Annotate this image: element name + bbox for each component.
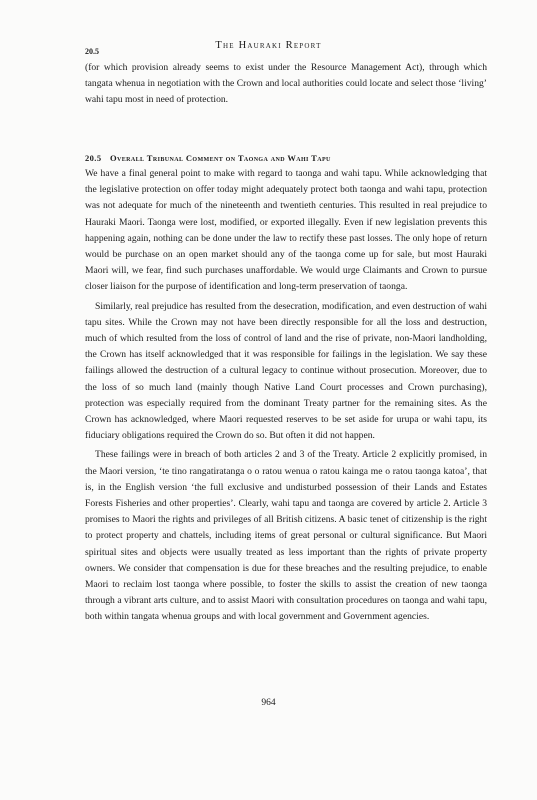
paragraph: Similarly, real prejudice has resulted from the desecration, modification, and even destruction of wahi tapu sites. While the Crown may not have been directly responsible for all the loss and destruction, much of which resulted from the loss of control of land and the rise of private, non-Maori landholding, the Crown has itself acknowledged that it was responsible for failings in the legislation. We say these failings allowed the destruction of a cultural legacy to continue without prosecution. Moreover, due to the loss of so much land (mainly though Native Land Court processes and Crown purchasing), protection was especially required from the dominant Treaty partner for the remaining sites. As the Crown has acknowledged, where Maori requested reserves to be set aside for urupa or wahi tapu, its fiduciary obligations required the Crown do so. But often it did not happen. xyxy=(85,300,487,442)
running-head: The Hauraki Report xyxy=(215,40,322,51)
intro-text xyxy=(85,60,487,109)
section-heading-title: Overall Tribunal Comment on Taonga and Wahi Tapu xyxy=(110,153,331,163)
section-heading xyxy=(85,153,487,163)
running-section-number: 20.5 xyxy=(85,47,99,56)
section-body xyxy=(85,166,487,626)
intro-paragraph: (for which provision already seems to exist under the Resource Management Act), through which tangata whenua in negotiation with the Crown and local authorities could locate and select those ‘living’ wahi tapu most in need of protection. xyxy=(85,62,487,106)
paragraph: These failings were in breach of both articles 2 and 3 of the Treaty. Article 2 explicitly promised, in the Maori version, ‘te tino rangatiratanga o o ratou wenua o ratou kainga me o ratou taonga katoa’, that is, in the English version ‘the full exclusive and undisturbed possession of their Lands and Estates Forests Fisheries and other properties’. Clearly, wahi tapu and taonga are covered by article 2. Article 3 promises to Maori the rights and privileges of all British citizens. A basic tenet of citizenship is the right to protect property and chattels, including items of great personal or cultural significance. But Maori spiritual sites and objects were usually treated as less important than the rights of private property owners. We consider that compensation is due for these breaches and the resulting prejudice, to enable Maori to reclaim lost taonga where possible, to foster the skills to assist the creation of new taonga through a vibrant arts culture, and to assist Maori with consultation procedures on taonga and wahi tapu, both within tangata whenua groups and with local government and Government agencies. xyxy=(85,449,487,623)
paragraph: We have a final general point to make with regard to taonga and wahi tapu. While acknowledging that the legislative protection on offer today might adequately protect both taonga and wahi tapu, protection was not adequate for much of the nineteenth and twentieth centuries. This resulted in real prejudice to Hauraki Maori. Taonga were lost, modified, or exported illegally. Even if new legislation prevents this happening again, nothing can be done under the law to rectify these past losses. The only hope of return would be purchase on an open market should any of the taonga come up for sale, but most Hauraki Maori will, we fear, find such purchases unaffordable. We would urge Claimants and Crown to pursue closer liaison for the purpose of identification and long-term preservation of taonga. xyxy=(85,168,487,293)
section-heading-number: 20.5 xyxy=(85,153,102,163)
page-number: 964 xyxy=(261,698,276,708)
